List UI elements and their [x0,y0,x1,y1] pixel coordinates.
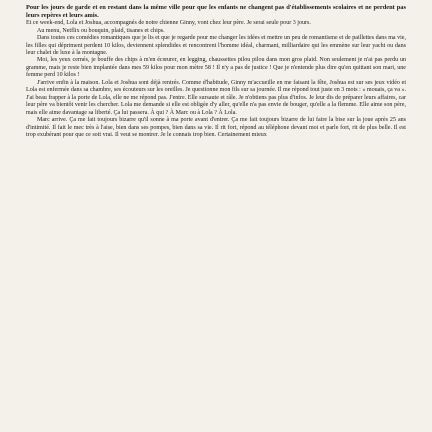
paragraph: Au menu, Netflix ou bouquin, plaid, tisanes et chips. [37,27,165,34]
page-header-text: Pour les jours de garde et en restant dans la même ville pour que les enfants ne changent pas d'établissements scolaires et ne perdent pas leurs repères et leurs amis. [26,4,406,19]
paragraph: Dans toutes ces comédies romantiques que je lis et que je regarde pour me changer les idées et mettre un peu de romantisme et de paillettes dans ma vie, les filles qui dépriment perdent 10 kilos, deviennent splendides et rencontrent l'homme idéal, charmant, milliardaire qui les emmène sur leur yacht ou dans leur chalet de luxe à la montagne. [26,35,406,56]
paragraph: Moi, les yeux cernés, je bouffe des chips à m'en écœurer, en legging, chaussettes pilou pilou dans mon gros plaid. Non seulement je n'ai pas perdu un gramme, mais je reste bien implantée dans mes 59 kilos pour mon mètre 58 ! Il n'y a pas de justice ! Que je n'entende plus dire qu'en quittant son mari, une femme perd 10 kilos ! [26,57,406,79]
paragraph: Et ce week-end, Lola et Joshua, accompagnés de notre chienne Ginny, vont chez leur père. Je serai seule pour 3 jours. [26,20,311,27]
paragraph: J'arrive enfin à la maison. Lola et Joshua sont déjà rentrés. Comme d'habitude, Ginny m'accueille en me faisant la fête, Joshua est sur ses jeux vidéo et Lola est enfermée dans sa chambre, ses écouteurs sur les oreilles. Je questionne mon fils sur sa journée. Il me répond tout juste en 3 mots : « mouais, ça va ». J'ai beau frapper à la porte de Lola, elle ne me répond pas. J'entre. Elle sursaute et râle. Je n'obtiens pas plus d'infos. Je leur dis de préparer leurs affaires, car leur père va bientôt venir les chercher. Lola me demande si elle est obligée d'y aller, qu'elle n'a pas envie de bouger, qu'elle a la flemme. Elle aime son père, mais elle aime davantage sa liberté. Ça lui passera. À qui ? À Marc ou à Lola ? À Lola. [26,79,406,116]
paragraph: Marc arrive. Ça me fait toujours bizarre qu'il sonne à ma porte avant d'entrer. Ça me fait toujours bizarre de lui faire la bise sur la joue après 25 ans d'intimité. Il fait le mec très à l'aise, bien dans ses pompes, bien dans sa vie. Il rit fort, répond au téléphone devant moi et parle fort, rit de plus belle. Il est trop exubérant pour que ce soit vrai. Il veut se montrer. Je le connais trop bien. Certainement mieux [26,117,406,138]
